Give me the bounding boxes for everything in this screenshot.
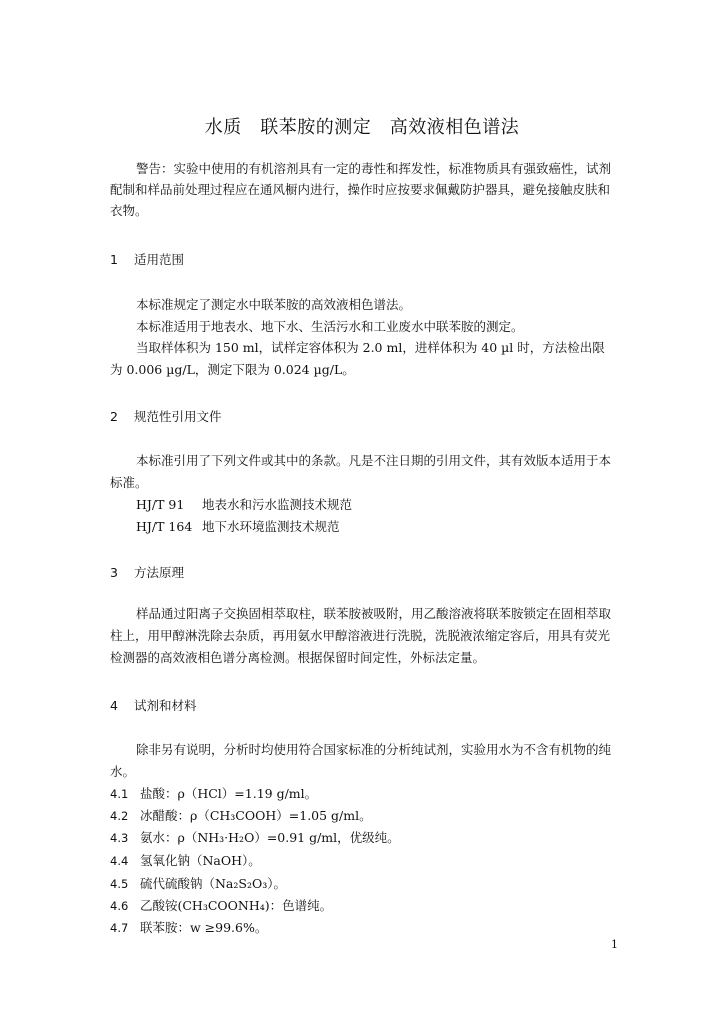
item-number: 4.3 — [110, 831, 129, 845]
section-number: 1 — [110, 252, 118, 267]
section-title: 试剂和材料 — [133, 698, 197, 713]
item-text: 硫代硫酸钠（Na₂S₂O₃）。 — [139, 876, 286, 891]
item-text: 联苯胺：w ≥99.6%。 — [139, 920, 268, 935]
item-number: 4.5 — [110, 877, 129, 891]
section-4-heading — [110, 696, 197, 714]
section-number: 2 — [110, 409, 118, 424]
reference-code: HJ/T 164 — [136, 519, 193, 534]
reference-name: 地下水环境监测技术规范 — [201, 519, 340, 534]
section-number: 4 — [110, 698, 118, 713]
section-title: 方法原理 — [133, 565, 184, 580]
reagent-item — [110, 896, 616, 914]
reference-item — [136, 495, 642, 513]
item-number: 4.2 — [110, 809, 129, 823]
item-text: 乙酸铵(CH₃COONH₄)：色谱纯。 — [139, 898, 333, 913]
section-title: 规范性引用文件 — [133, 409, 222, 424]
section-number: 3 — [110, 565, 118, 580]
reagents-paragraph: 除非另有说明，分析时均使用符合国家标准的分析纯试剂，实验用水为不含有机物的纯水。 — [110, 742, 612, 779]
reagent-item — [110, 784, 616, 802]
reagent-item — [110, 874, 616, 892]
section-title: 适用范围 — [133, 252, 184, 267]
principle-paragraph: 样品通过阳离子交换固相萃取柱，联苯胺被吸附，用乙酸溶液将联苯胺锁定在固相萃取柱上，用甲醇淋洗除去杂质，再用氨水甲醇溶液进行洗脱，洗脱液浓缩定容后，用具有荧光检测器的高效液相色谱分离检测。根据保留时间定性，外标法定量。 — [110, 606, 612, 665]
page-number: 1 — [611, 938, 618, 951]
reference-item — [136, 517, 642, 535]
item-text: 氨水：ρ（NH₃·H₂O）=0.91 g/ml，优级纯。 — [139, 830, 400, 845]
item-text: 氢氧化钠（NaOH）。 — [139, 853, 261, 868]
scope-paragraph-2: 本标准适用于地表水、地下水、生活污水和工业废水中联苯胺的测定。 — [136, 319, 524, 334]
item-number: 4.7 — [110, 921, 129, 935]
document-title: 水质 联苯胺的测定 高效液相色谱法 — [204, 117, 520, 138]
reagent-item — [110, 918, 616, 936]
section-2-heading — [110, 407, 222, 425]
references-paragraph: 本标准引用了下列文件或其中的条款。凡是不注日期的引用文件，其有效版本适用于本标准。 — [110, 453, 612, 490]
reagent-item — [110, 851, 616, 869]
item-number: 4.1 — [110, 787, 129, 801]
item-text: 冰醋酸：ρ（CH₃COOH）=1.05 g/ml。 — [139, 808, 372, 823]
reagent-item — [110, 806, 616, 824]
scope-paragraph-3: 当取样体积为 150 ml，试样定容体积为 2.0 ml，进样体积为 40 µl 时，方法检出限为 0.006 µg/L，测定下限为 0.024 µg/L。 — [110, 340, 605, 377]
safety-warning: 警告：实验中使用的有机溶剂具有一定的毒性和挥发性，标准物质具有强致癌性，试剂配制和样品前处理过程应在通风橱内进行，操作时应按要求佩戴防护器具，避免接触皮肤和衣物。 — [110, 161, 612, 218]
reagent-item — [110, 828, 616, 846]
reference-code: HJ/T 91 — [136, 497, 185, 512]
item-number: 4.6 — [110, 899, 129, 913]
section-1-heading — [110, 250, 184, 268]
reference-name: 地表水和污水监测技术规范 — [201, 497, 352, 512]
item-text: 盐酸：ρ（HCl）=1.19 g/ml。 — [139, 786, 318, 801]
section-3-heading — [110, 563, 184, 581]
scope-paragraph-1: 本标准规定了测定水中联苯胺的高效液相色谱法。 — [136, 297, 412, 312]
item-number: 4.4 — [110, 854, 129, 868]
